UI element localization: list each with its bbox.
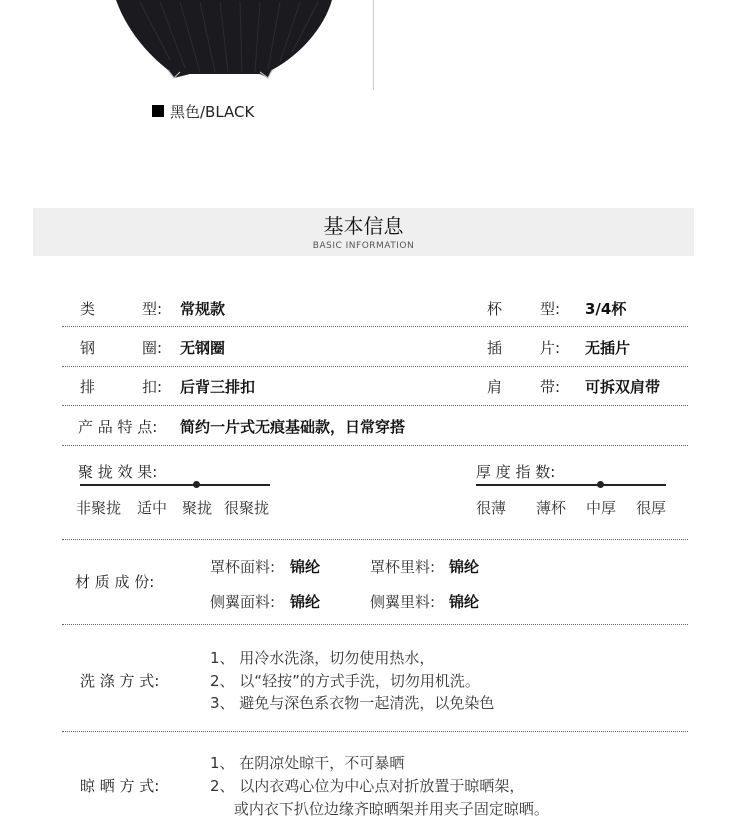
thickness-option: 薄杯 [536, 499, 567, 517]
section-subtitle: BASIC INFORMATION [312, 241, 415, 251]
hook-label-a: 排 [80, 378, 96, 396]
material-name: 侧翼里料: [370, 593, 436, 611]
thickness-scale-line [476, 484, 666, 486]
row-divider [62, 731, 688, 732]
section-header [33, 208, 694, 256]
type-value: 常规款 [180, 300, 226, 318]
push-up-option: 很聚拢 [224, 499, 270, 517]
type-label-b: 型: [142, 300, 163, 318]
material-value: 锦纶 [449, 593, 480, 611]
push-up-label: 聚 拢 效 果: [78, 463, 158, 481]
product-image [110, 0, 350, 82]
row-divider [62, 326, 688, 327]
strap-value: 可拆双肩带 [585, 378, 661, 396]
push-up-option: 非聚拢 [76, 499, 122, 517]
thickness-scale-marker [597, 481, 604, 488]
feature-value: 简约一片式无痕基础款，日常穿搭 [180, 418, 406, 436]
row-divider [62, 445, 688, 446]
washing-instruction: 1、 用冷水洗涤，切勿使用热水， [210, 649, 435, 667]
cup-label-b: 型: [540, 300, 561, 318]
thickness-option: 中厚 [586, 499, 617, 517]
wire-label-a: 钢 [80, 339, 96, 357]
row-divider [62, 539, 688, 540]
row-divider [62, 366, 688, 367]
thickness-option: 很厚 [636, 499, 667, 517]
hook-value: 后背三排扣 [180, 378, 256, 396]
swatch-square [152, 105, 164, 117]
drying-instruction: 或内衣下扒位边缘齐晾晒架并用夹子固定晾晒。 [210, 800, 549, 818]
insert-value: 无插片 [585, 339, 631, 357]
row-divider [62, 405, 688, 406]
color-label: 黑色/BLACK [170, 102, 255, 121]
color-swatch-label [152, 101, 254, 121]
thickness-option: 很薄 [476, 499, 507, 517]
push-up-option: 适中 [137, 499, 168, 517]
drying-label: 晾 晒 方 式: [80, 777, 160, 795]
drying-instruction: 1、 在阴凉处晾干，不可暴晒 [210, 754, 405, 772]
row-divider [62, 624, 688, 625]
push-up-scale-line [80, 484, 270, 486]
material-value: 锦纶 [290, 558, 321, 576]
material-value: 锦纶 [290, 593, 321, 611]
push-up-scale-marker [193, 481, 200, 488]
cup-label-a: 杯 [487, 300, 503, 318]
material-value: 锦纶 [449, 558, 480, 576]
material-name: 罩杯面料: [210, 558, 276, 576]
washing-label: 洗 涤 方 式: [80, 672, 160, 690]
strap-label-b: 带: [540, 378, 561, 396]
divider-vertical [373, 0, 374, 90]
push-up-option: 聚拢 [182, 499, 213, 517]
washing-instruction: 3、 避免与深色系衣物一起清洗，以免染色 [210, 694, 495, 712]
thickness-label: 厚 度 指 数: [476, 463, 556, 481]
drying-instruction: 2、 以内衣鸡心位为中心点对折放置于晾晒架， [210, 777, 525, 795]
type-label-a: 类 [80, 300, 96, 318]
insert-label-b: 片: [540, 339, 561, 357]
insert-label-a: 插 [487, 339, 503, 357]
hook-label-b: 扣: [142, 378, 163, 396]
wire-label-b: 圈: [142, 339, 163, 357]
cup-value: 3/4杯 [585, 300, 627, 318]
feature-label: 产 品 特 点: [78, 418, 158, 436]
wire-value: 无钢圈 [180, 339, 226, 357]
section-title: 基本信息 [323, 214, 404, 238]
material-name: 罩杯里料: [370, 558, 436, 576]
material-label: 材 质 成 份: [75, 573, 155, 591]
washing-instruction: 2、 以“轻按”的方式手洗，切勿用机洗。 [210, 672, 480, 690]
material-name: 侧翼面料: [210, 593, 276, 611]
strap-label-a: 肩 [487, 378, 503, 396]
